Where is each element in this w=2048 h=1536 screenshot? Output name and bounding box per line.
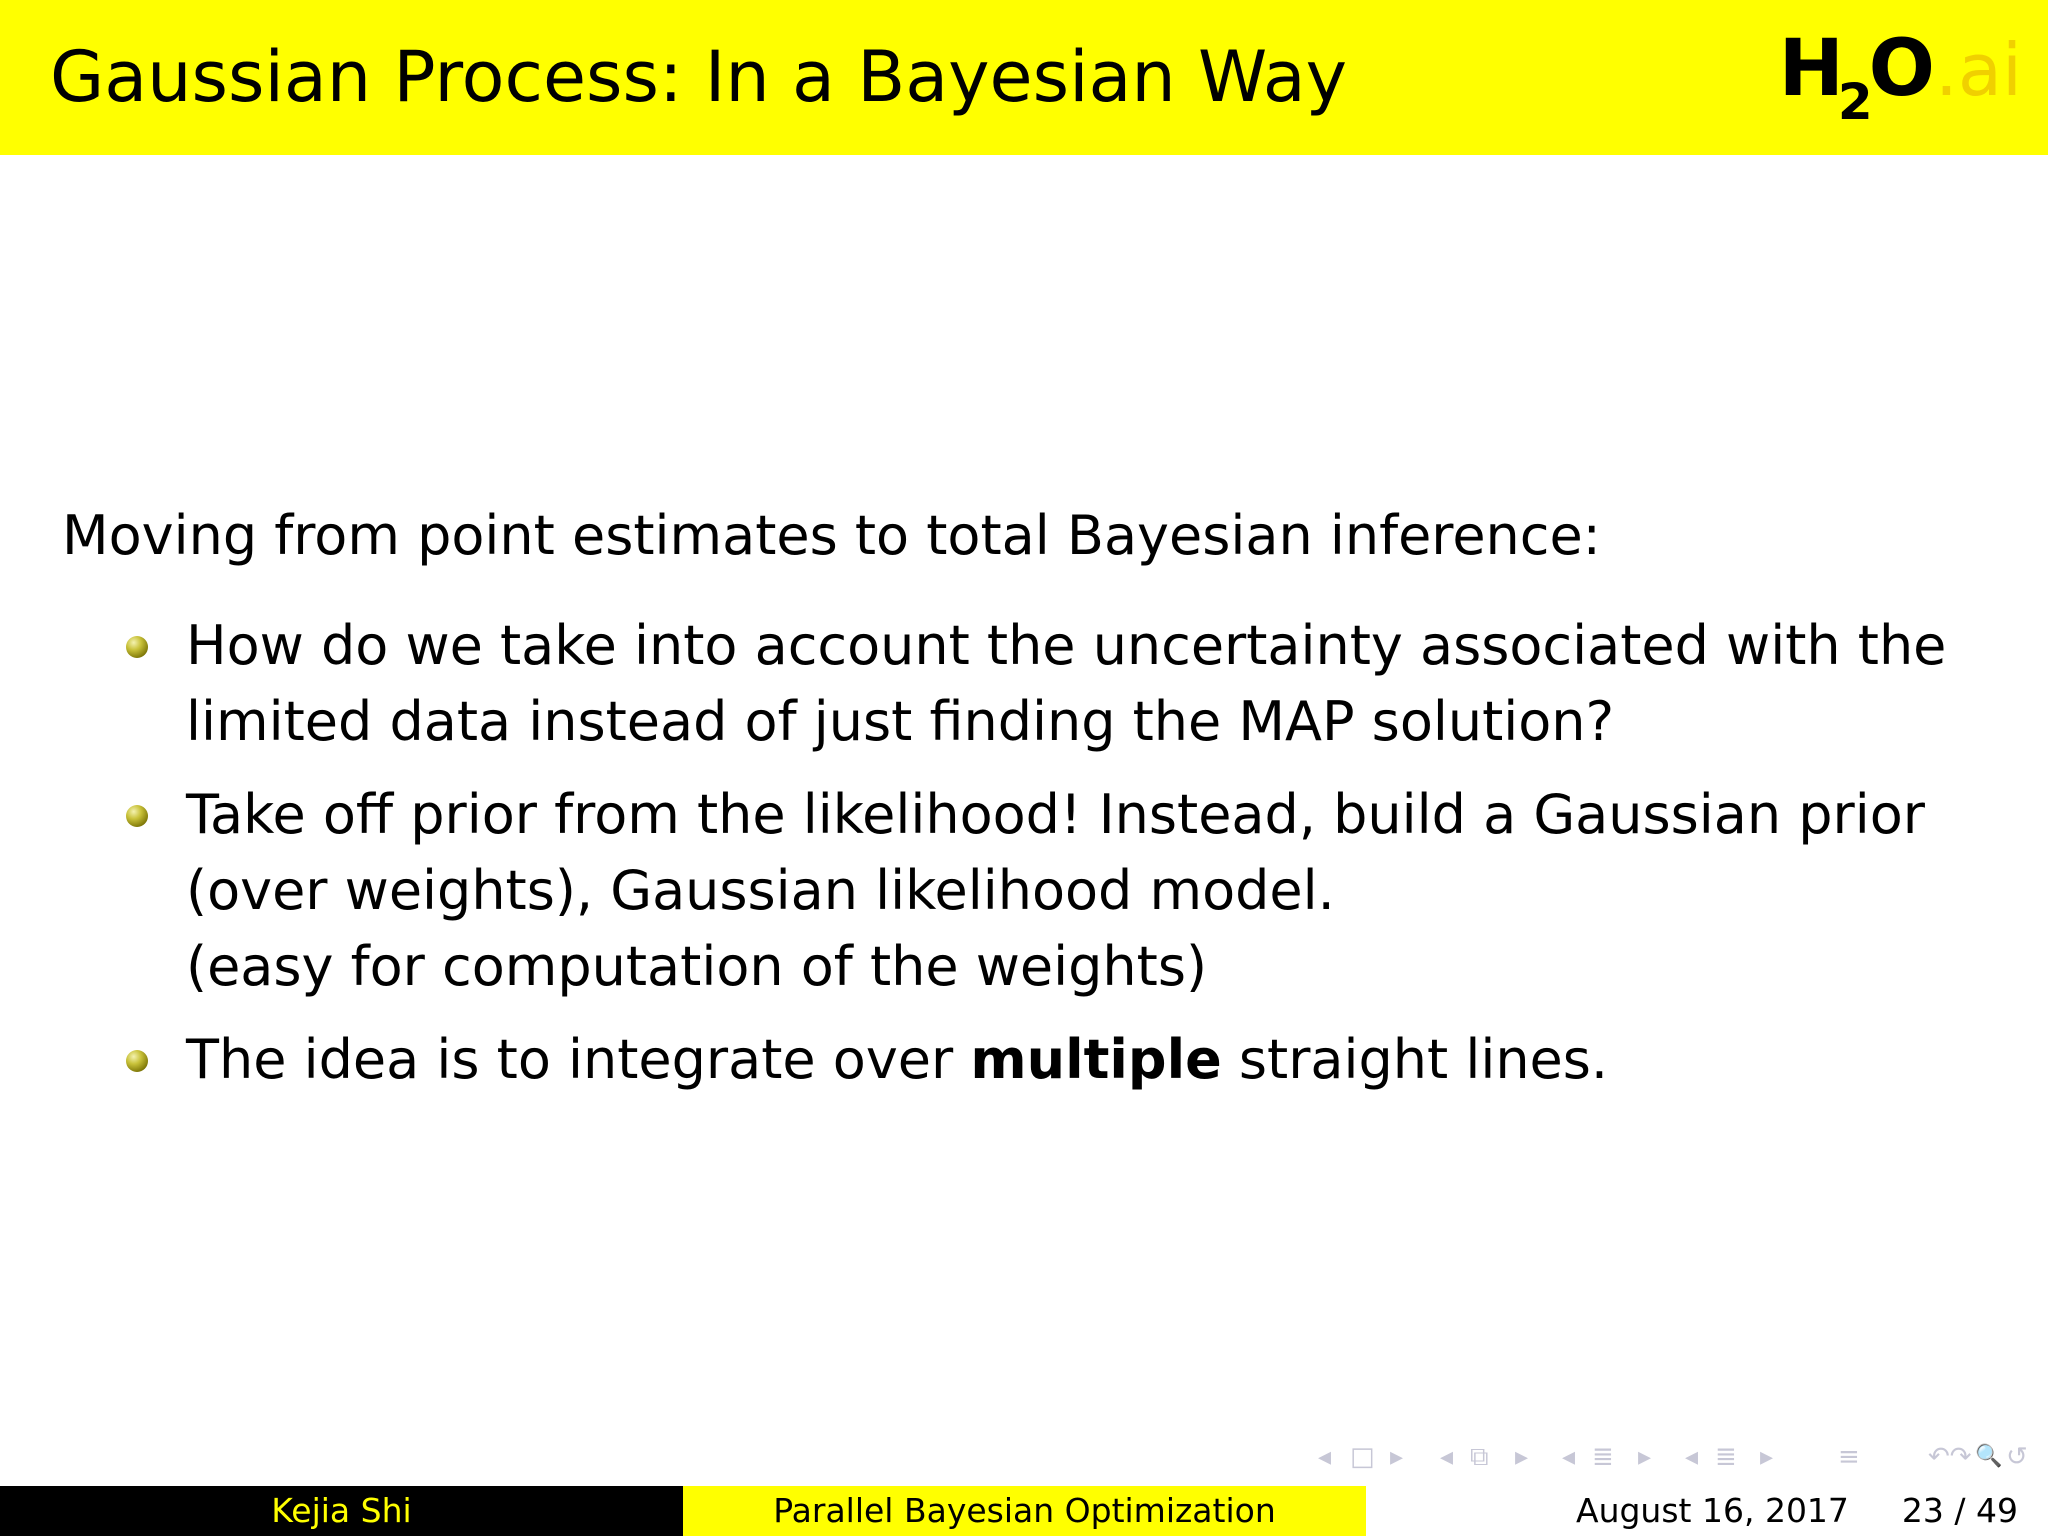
nav-prev-frame-icon[interactable]: ◂ — [1318, 1442, 1332, 1472]
logo-ai: .ai — [1934, 28, 2022, 112]
bullet-text-before: The idea is to integrate over — [186, 1028, 971, 1091]
footer-author: Kejia Shi — [0, 1486, 683, 1536]
nav-search-icon[interactable]: 🔍 — [1975, 1444, 2003, 1469]
bullet-ball-icon — [126, 805, 148, 827]
nav-align-icon[interactable]: ≡ — [1838, 1442, 1860, 1472]
bullet-line: Take off prior from the likelihood! Instead, build a Gaussian prior — [186, 783, 1925, 846]
slide-content — [62, 498, 1962, 1115]
bullet-list — [62, 608, 1962, 1098]
bullet-line — [186, 1022, 1962, 1098]
bullet-item — [62, 777, 1962, 1005]
bullet-emphasis: multiple — [970, 1028, 1222, 1091]
nav-subsection-icon[interactable]: ⧉ — [1470, 1442, 1489, 1472]
footer-date: August 16, 2017 — [1576, 1491, 1849, 1530]
nav-next-frame-icon[interactable]: ▸ — [1390, 1442, 1404, 1472]
bullet-line: (over weights), Gaussian likelihood model. — [186, 859, 1335, 922]
lead-text: Moving from point estimates to total Bayesian inference: — [62, 504, 1601, 567]
bullet-line: How do we take into account the uncertainty associated with the — [186, 614, 1947, 677]
nav-prev-doc-icon[interactable]: ◂ — [1685, 1442, 1699, 1472]
bullet-line: limited data instead of just finding the MAP solution? — [186, 690, 1615, 753]
bullet-text-after: straight lines. — [1221, 1028, 1609, 1091]
footer-talk-title: Parallel Bayesian Optimization — [683, 1486, 1366, 1536]
bullet-ball-icon — [126, 1050, 148, 1072]
logo-h: H — [1778, 24, 1844, 114]
nav-doc-icon[interactable]: ≣ — [1715, 1442, 1737, 1472]
nav-prev-section-icon[interactable]: ◂ — [1562, 1442, 1576, 1472]
nav-next-doc-icon[interactable]: ▸ — [1760, 1442, 1774, 1472]
beamer-navigation-bar — [1310, 1442, 2030, 1472]
nav-refresh-icon[interactable]: ↺ — [2006, 1442, 2028, 1472]
nav-next-section-icon[interactable]: ▸ — [1638, 1442, 1652, 1472]
footer-page-number: 23 / 49 — [1901, 1491, 2018, 1530]
bullet-item — [62, 1022, 1962, 1098]
bullet-line: (easy for computation of the weights) — [186, 935, 1208, 998]
footer-info — [1366, 1486, 2048, 1536]
nav-prev-subsection-icon[interactable]: ◂ — [1440, 1442, 1454, 1472]
nav-back-forward-icon[interactable]: ↶↷ — [1928, 1442, 1972, 1472]
nav-next-subsection-icon[interactable]: ▸ — [1515, 1442, 1529, 1472]
logo-subscript-2: 2 — [1837, 73, 1873, 131]
logo-o: O — [1868, 24, 1935, 114]
nav-frame-icon[interactable]: □ — [1350, 1442, 1375, 1472]
bullet-ball-icon — [126, 636, 148, 658]
h2o-ai-logo — [1778, 24, 2022, 131]
slide-title: Gaussian Process: In a Bayesian Way — [50, 36, 1348, 118]
bullet-item — [62, 608, 1962, 760]
nav-section-icon[interactable]: ≣ — [1592, 1442, 1614, 1472]
slide-header — [0, 0, 2048, 155]
slide-footer — [0, 1486, 2048, 1536]
